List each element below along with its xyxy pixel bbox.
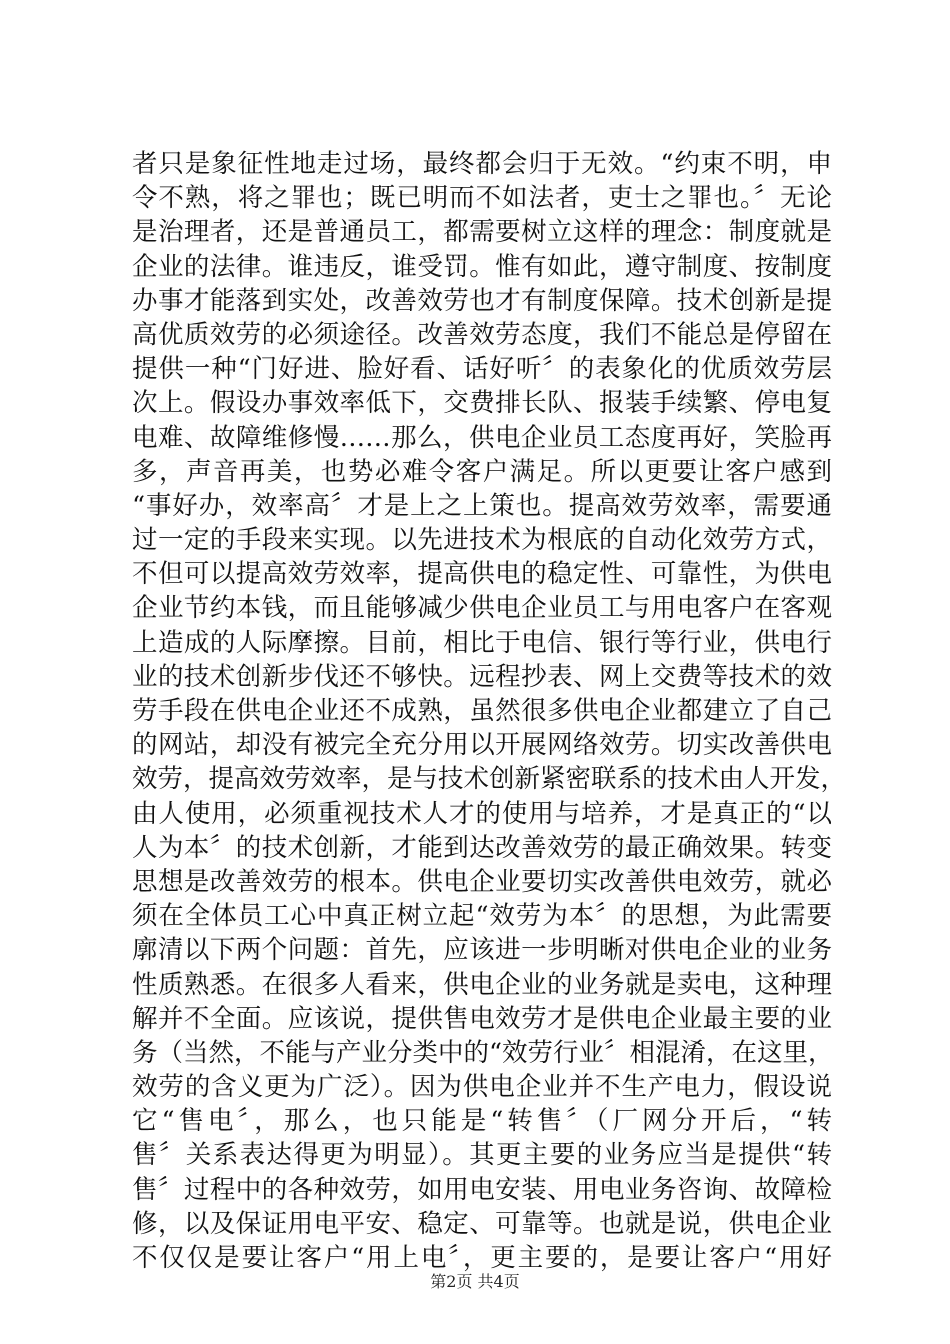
text-line: 提供一种“门好进、脸好看、话好听〞的表象化的优质效劳层: [132, 354, 832, 385]
text-line: 令不熟，将之罪也；既已明而不如法者，吏士之罪也。〞无论: [132, 183, 832, 214]
text-line: 的网站，却没有被完全充分用以开展网络效劳。切实改善供电: [132, 730, 832, 761]
text-line: 过一定的手段来实现。以先进技术为根底的自动化效劳方式，: [132, 525, 832, 556]
text-line: 须在全体员工心中真正树立起“效劳为本〞的思想，为此需要: [132, 901, 832, 932]
text-line: 劳手段在供电企业还不成熟，虽然很多供电企业都建立了自己: [132, 696, 832, 726]
text-line: 它“售电〞，那么，也只能是“转售〞（厂网分开后，“转: [132, 1106, 832, 1137]
text-line: 高优质效劳的必须途径。改善效劳态度，我们不能总是停留在: [132, 319, 832, 350]
text-line: 不但可以提高效劳效率，提高供电的稳定性、可靠性，为供电: [132, 559, 832, 590]
text-line: 效劳，提高效劳效率，是与技术创新紧密联系的技术由人开发，: [132, 764, 847, 795]
text-line: 是治理者，还是普通员工，都需要树立这样的理念：制度就是: [132, 217, 832, 248]
text-line: 思想是改善效劳的根本。供电企业要切实改善供电效劳，就必: [132, 866, 832, 897]
text-line: 售〞关系表达得更为明显）。其更主要的业务应当是提供“转: [132, 1140, 832, 1171]
text-line: 次上。假设办事效率低下，交费排长队、报装手续繁、停电复: [132, 388, 832, 419]
text-line: 企业节约本钱，而且能够减少供电企业员工与用电客户在客观: [132, 593, 832, 624]
text-line: 性质熟悉。在很多人看来，供电企业的业务就是卖电，这种理: [132, 969, 832, 1000]
text-line: 解并不全面。应该说，提供售电效劳才是供电企业最主要的业: [132, 1003, 832, 1034]
text-line: 业的技术创新步伐还不够快。远程抄表、网上交费等技术的效: [132, 661, 832, 692]
text-line: 修，以及保证用电平安、稳定、可靠等。也就是说，供电企业: [132, 1208, 832, 1239]
text-line: 效劳的含义更为广泛）。因为供电企业并不生产电力，假设说: [132, 1072, 832, 1103]
body-text: [132, 147, 847, 1275]
text-line: 售〞过程中的各种效劳，如用电安装、用电业务咨询、故障检: [132, 1174, 832, 1205]
text-line: 人为本〞的技术创新，才能到达改善效劳的最正确效果。转变: [132, 832, 832, 863]
text-line: 电难、故障维修慢……那么，供电企业员工态度再好，笑脸再: [132, 422, 832, 453]
text-line: 上造成的人际摩擦。目前，相比于电信、银行等行业，供电行: [132, 627, 832, 658]
text-line: 者只是象征性地走过场，最终都会归于无效。“约束不明，申: [132, 149, 832, 179]
text-line: 办事才能落到实处，改善效劳也才有制度保障。技术创新是提: [132, 285, 832, 316]
text-line: 由人使用，必须重视技术人才的使用与培养，才是真正的“以: [132, 798, 832, 829]
text-line: 廓清以下两个问题：首先，应该进一步明晰对供电企业的业务: [132, 935, 832, 966]
text-line: 不仅仅是要让客户“用上电〞，更主要的，是要让客户“用好: [132, 1243, 832, 1273]
text-line: 务（当然，不能与产业分类中的“效劳行业〞相混淆，在这里，: [132, 1037, 834, 1068]
text-line: 多，声音再美，也势必难令客户满足。所以更要让客户感到: [132, 456, 832, 487]
page-footer: 第2页 共4页: [430, 1272, 520, 1291]
text-line: “事好办，效率高〞才是上之上策也。提高效劳效率，需要通: [132, 490, 832, 521]
text-line: 企业的法律。谁违反，谁受罚。惟有如此，遵守制度、按制度: [132, 251, 832, 282]
